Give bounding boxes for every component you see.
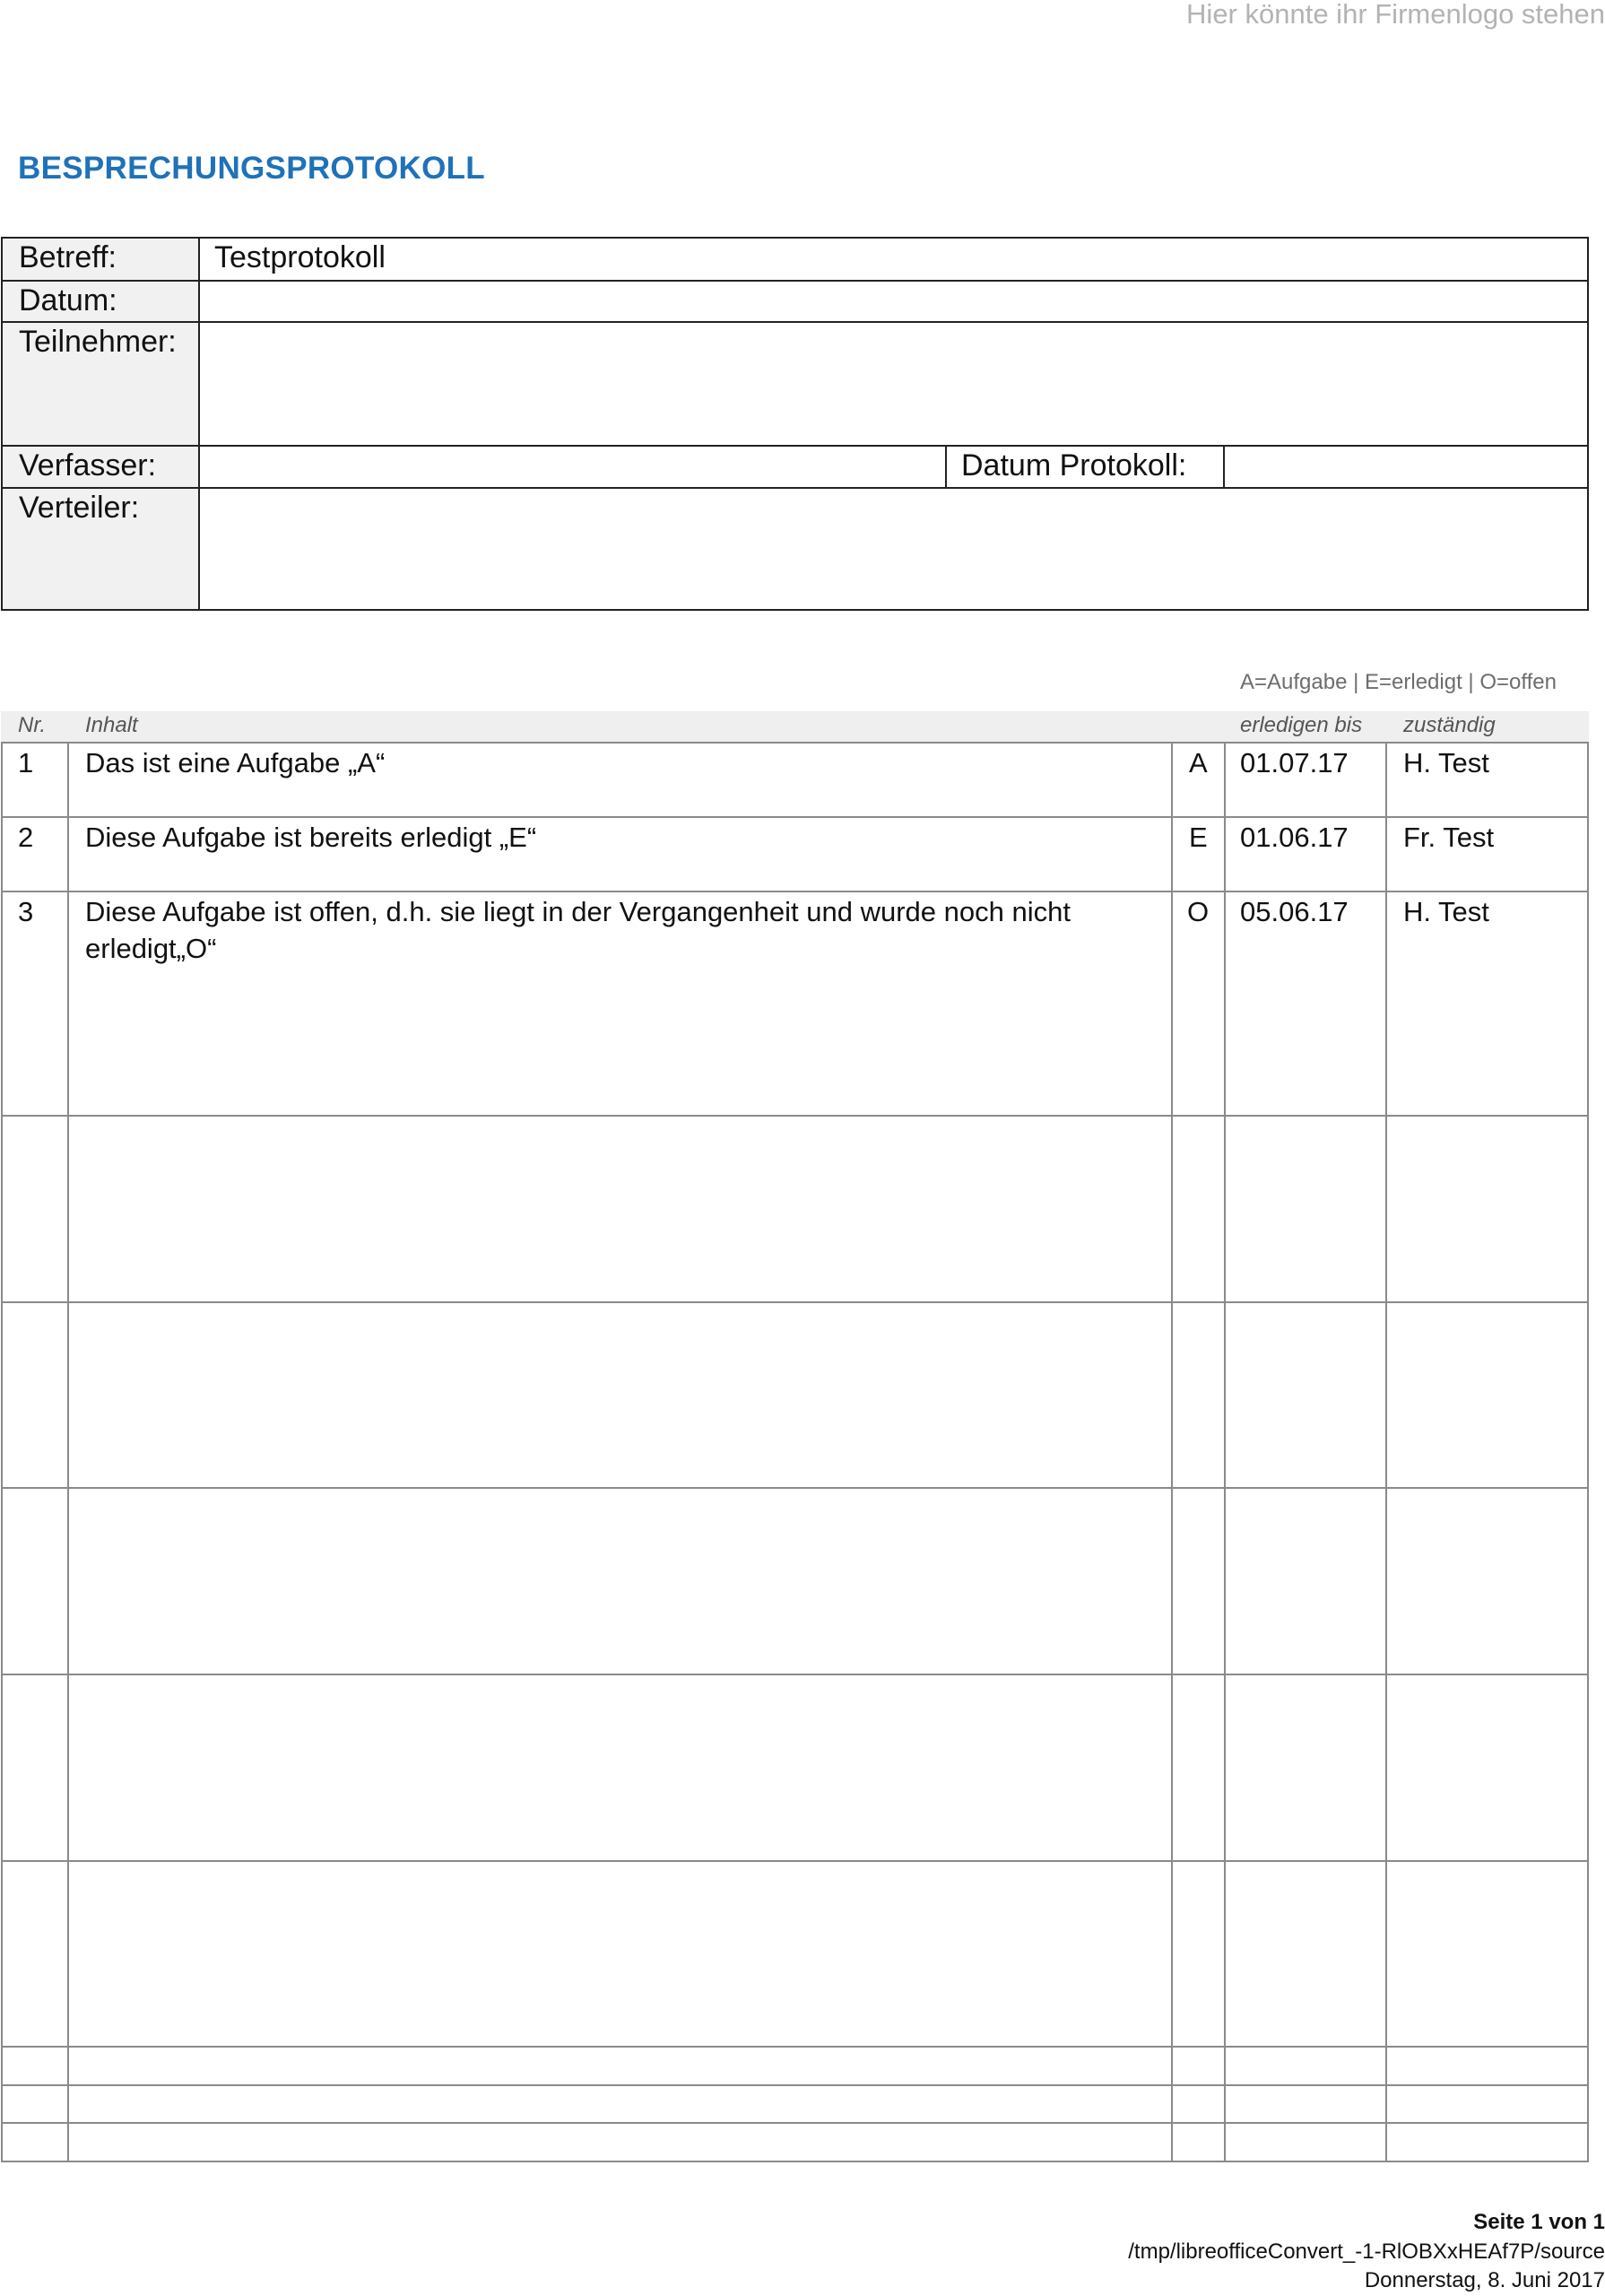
task-row-2-nr: 2 (18, 822, 34, 853)
column-header-erledigen-bis: erledigen bis (1240, 713, 1363, 737)
file-path: /tmp/libreofficeConvert_-1-RlOBXxHEAf7P/source (1128, 2239, 1605, 2264)
task-row-1-nr: 1 (18, 747, 34, 778)
betreff-label: Betreff: (19, 240, 117, 274)
column-header-nr: Nr. (18, 713, 47, 737)
task-row-3-nr: 3 (18, 896, 34, 927)
divider (198, 239, 200, 609)
task-row-2-inhalt[interactable]: Diese Aufgabe ist bereits erledigt „E“ (85, 822, 537, 853)
task-row-3-status[interactable]: O (1187, 896, 1210, 927)
task-row-2-status[interactable]: E (1189, 822, 1208, 853)
task-row-1-status[interactable]: A (1189, 747, 1208, 778)
task-row-empty[interactable] (69, 1303, 1171, 1487)
task-row-empty[interactable] (69, 2086, 1171, 2122)
divider (3, 321, 1587, 323)
task-row-empty[interactable] (69, 1489, 1171, 1674)
task-row-3-inhalt-line1[interactable]: Diese Aufgabe ist offen, d.h. sie liegt in der Vergangenheit und wurde noch nicht (85, 896, 1071, 927)
datum-protokoll-label: Datum Protokoll: (961, 448, 1187, 483)
print-date: Donnerstag, 8. Juni 2017 (1364, 2268, 1605, 2292)
verfasser-label: Verfasser: (19, 448, 157, 483)
column-header-inhalt: Inhalt (85, 713, 138, 737)
datum-label: Datum: (19, 283, 117, 317)
task-row-2-owner[interactable]: Fr. Test (1403, 822, 1495, 853)
task-row-2-date[interactable]: 01.06.17 (1240, 822, 1349, 853)
logo-placeholder-text: Hier könnte ihr Firmenlogo stehen (1186, 0, 1605, 30)
task-row-1-owner[interactable]: H. Test (1403, 747, 1489, 778)
divider (1223, 445, 1225, 488)
info-table (1, 237, 1589, 611)
task-row-empty[interactable] (69, 2124, 1171, 2161)
teilnehmer-label: Teilnehmer: (19, 325, 177, 359)
divider (945, 445, 947, 488)
task-row-1-inhalt[interactable]: Das ist eine Aufgabe „A“ (85, 747, 386, 778)
task-row-3-date[interactable]: 05.06.17 (1240, 896, 1349, 927)
status-legend: A=Aufgabe | E=erledigt | O=offen (1240, 670, 1557, 694)
document-title: BESPRECHUNGSPROTOKOLL (18, 151, 485, 186)
task-row-empty[interactable] (69, 1675, 1171, 1860)
divider (3, 280, 1587, 282)
task-row-3-owner[interactable]: H. Test (1403, 896, 1489, 927)
task-row-empty[interactable] (69, 1117, 1171, 1301)
divider (3, 445, 1587, 447)
task-row-empty[interactable] (69, 1862, 1171, 2046)
task-row-3-inhalt-line2[interactable]: erledigt„O“ (85, 933, 217, 964)
page-number: Seite 1 von 1 (1473, 2210, 1605, 2234)
task-row-empty[interactable] (69, 2048, 1171, 2084)
task-row-1-date[interactable]: 01.07.17 (1240, 747, 1349, 778)
verteiler-label: Verteiler: (19, 491, 140, 525)
divider (3, 487, 1587, 489)
betreff-value[interactable]: Testprotokoll (214, 240, 386, 274)
column-header-zustaendig: zuständig (1403, 713, 1496, 737)
